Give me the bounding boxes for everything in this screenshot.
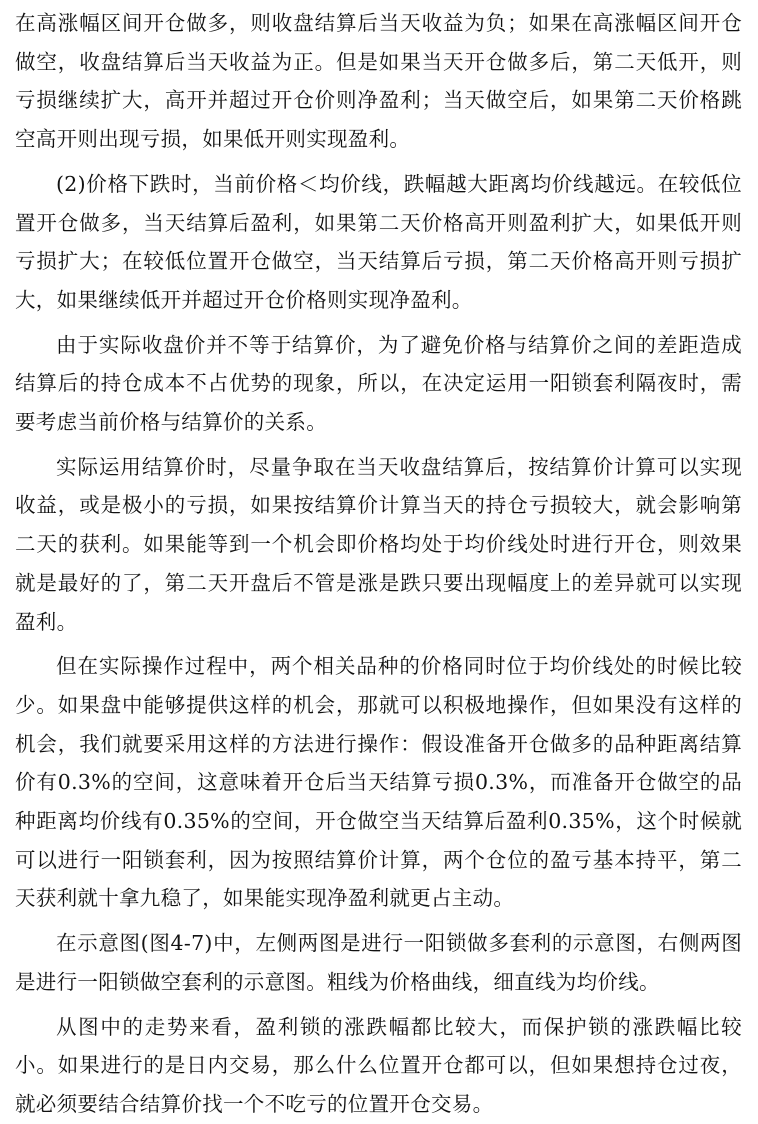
- paragraph-figure-reference: 在示意图(图4-7)中，左侧两图是进行一阳锁做多套利的示意图，右侧两图是进行一阳锁做空套利的示意图。粗线为价格曲线，细直线为均价线。: [15, 931, 742, 994]
- paragraph-continuation: 在高涨幅区间开仓做多，则收盘结算后当天收益为负；如果在高涨幅区间开仓做空，收盘结算后当天收益为正。但是如果当天开仓做多后，第二天低开，则亏损继续扩大，高开并超过开仓价则净盈利；当天做空后，如果第二天价格跳空高开则出现亏损，如果低开则实现盈利。: [15, 11, 742, 152]
- paragraph-using-settlement: 实际运用结算价时，尽量争取在当天收盘结算后，按结算价计算可以实现收益，或是极小的亏损，如果按结算价计算当天的持仓亏损较大，就会影响第二天的获利。如果能等到一个机会即价格均处于均价线处时进行开仓，则效果就是最好的了，第二天开盘后不管是涨是跌只要出现幅度上的差异就可以实现盈利。: [15, 454, 742, 634]
- paragraph-practical-operation: 但在实际操作过程中，两个相关品种的价格同时位于均价线处的时候比较少。如果盘中能够提供这样的机会，那就可以积极地操作，但如果没有这样的机会，我们就要采用这样的方法进行操作：假设准备开仓做多的品种距离结算价有0.3%的空间，这意味着开仓后当天结算亏损0.3%，而准备开仓做空的品种距离均价线有0.35%的空间，开仓做空当天结算后盈利0.35%，这个时候就可以进行一阳锁套利，因为按照结算价计算，两个仓位的盈亏基本持平，第二天获利就十拿九稳了，如果能实现净盈利就更占主动。: [15, 654, 742, 911]
- paragraph-price-fall: (2)价格下跌时，当前价格＜均价线，跌幅越大距离均价线越远。在较低位置开仓做多，当天结算后盈利，如果第二天价格高开则盈利扩大，如果低开则亏损扩大；在较低位置开仓做空，当天结算后亏损，第二天价格高开则亏损扩大，如果继续低开并超过开仓价格则实现净盈利。: [15, 171, 742, 312]
- paragraph-conclusion: 从图中的走势来看，盈利锁的涨跌幅都比较大，而保护锁的涨跌幅比较小。如果进行的是日内交易，那么什么位置开仓都可以，但如果想持仓过夜，就必须要结合结算价找一个不吃亏的位置开仓交易。: [15, 1014, 742, 1116]
- paragraph-settlement-gap: 由于实际收盘价并不等于结算价，为了避免价格与结算价之间的差距造成结算后的持仓成本不占优势的现象，所以，在决定运用一阳锁套利隔夜时，需要考虑当前价格与结算价的关系。: [15, 332, 742, 435]
